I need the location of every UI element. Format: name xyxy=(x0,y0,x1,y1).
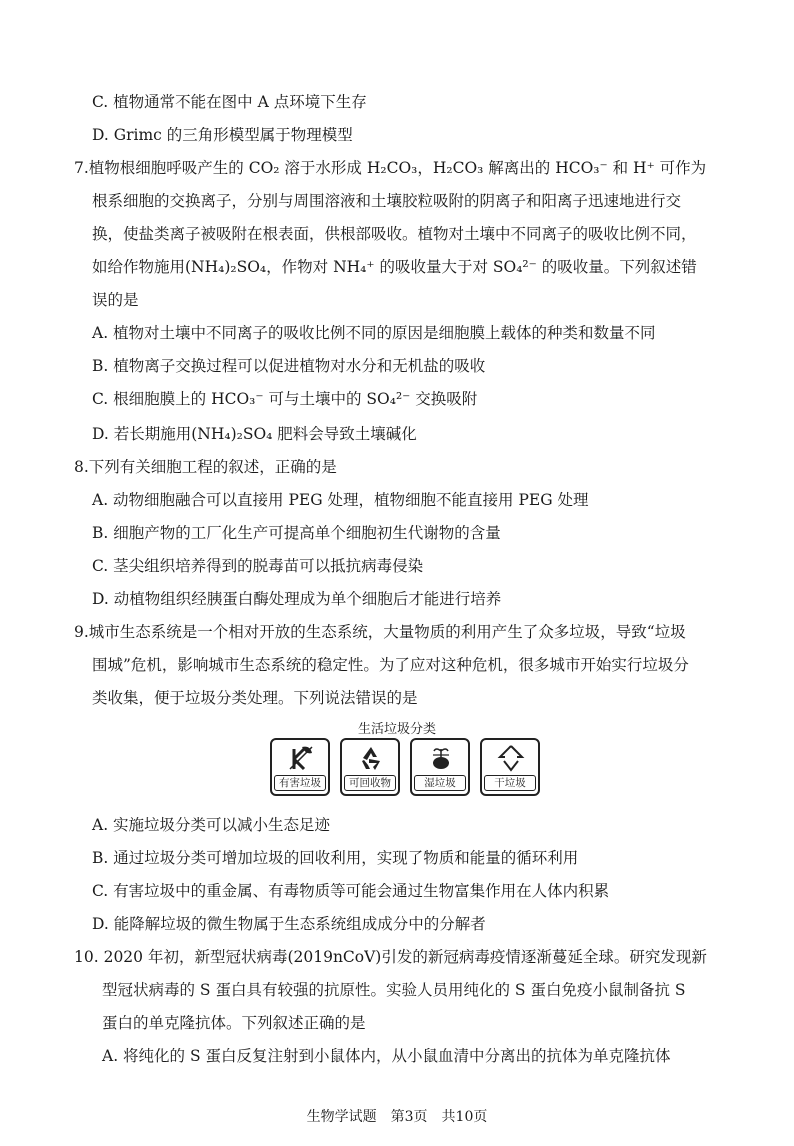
recycle-icon xyxy=(356,743,386,773)
question-9-stem-cont: 围城”危机，影响城市生态系统的稳定性。为了应对这种危机，很多城市开始实行垃圾分 xyxy=(92,656,689,674)
option-10a: A. 将纯化的 S 蛋白反复注射到小鼠体内，从小鼠血清中分离出的抗体为单克隆抗体 xyxy=(102,1047,671,1065)
option-9c: C. 有害垃圾中的重金属、有毒物质等可能会通过生物富集作用在人体内积累 xyxy=(92,882,610,900)
recyclable-bin xyxy=(340,738,400,796)
question-8-stem: 8.下列有关细胞工程的叙述，正确的是 xyxy=(74,458,337,476)
question-7-stem-cont: 根系细胞的交换离子，分别与周围溶液和土壤胶粒吸附的阴离子和阳离子迅速地进行交 xyxy=(92,192,682,210)
wet-waste-bin xyxy=(410,738,470,796)
option-7c: C. 根细胞膜上的 HCO₃⁻ 可与土壤中的 SO₄²⁻ 交换吸附 xyxy=(92,390,478,408)
option-8a: A. 动物细胞融合可以直接用 PEG 处理，植物细胞不能直接用 PEG 处理 xyxy=(92,491,589,509)
option-9d: D. 能降解垃圾的微生物属于生态系统组成成分中的分解者 xyxy=(92,915,486,933)
garbage-classification-figure xyxy=(270,738,542,798)
question-9-stem-cont: 类收集，便于垃圾分类处理。下列说法错误的是 xyxy=(92,689,418,707)
question-10-stem-cont: 型冠状病毒的 S 蛋白具有较强的抗原性。实验人员用纯化的 S 蛋白免疫小鼠制备抗 S xyxy=(102,981,686,999)
bin-label: 干垃圾 xyxy=(484,775,536,791)
option-9a: A. 实施垃圾分类可以减小生态足迹 xyxy=(92,816,331,834)
option-8b: B. 细胞产物的工厂化生产可提高单个细胞初生代谢物的含量 xyxy=(92,524,501,542)
option-7d: D. 若长期施用(NH₄)₂SO₄ 肥料会导致土壤碱化 xyxy=(92,425,417,443)
figure-caption: 生活垃圾分类 xyxy=(357,722,436,737)
question-7-stem: 7.植物根细胞呼吸产生的 CO₂ 溶于水形成 H₂CO₃，H₂CO₃ 解离出的 HCO₃⁻ 和 H⁺ 可作为 xyxy=(74,159,707,177)
question-9-stem: 9.城市生态系统是一个相对开放的生态系统，大量物质的利用产生了众多垃圾，导致“垃圾 xyxy=(74,623,686,641)
page-footer: 生物学试题 第3页 共10页 xyxy=(306,1109,488,1125)
wet-waste-icon xyxy=(426,743,456,773)
dry-waste-bin xyxy=(480,738,540,796)
question-10-stem: 10. 2020 年初，新型冠状病毒(2019nCoV)引发的新冠病毒疫情逐渐蔓延全球。研究发现新 xyxy=(74,948,707,966)
option-8c: C. 茎尖组织培养得到的脱毒苗可以抵抗病毒侵染 xyxy=(92,557,424,575)
option-7b: B. 植物离子交换过程可以促进植物对水分和无机盐的吸收 xyxy=(92,357,486,375)
option-8d: D. 动植物组织经胰蛋白酶处理成为单个细胞后才能进行培养 xyxy=(92,590,502,608)
dry-waste-icon xyxy=(496,743,526,773)
question-7-stem-cont: 误的是 xyxy=(92,291,139,309)
hazardous-waste-bin xyxy=(270,738,330,796)
option-6d: D. Grimc 的三角形模型属于物理模型 xyxy=(92,126,353,144)
option-6c: C. 植物通常不能在图中 A 点环境下生存 xyxy=(92,93,367,111)
option-7a: A. 植物对土壤中不同离子的吸收比例不同的原因是细胞膜上载体的种类和数量不同 xyxy=(92,324,656,342)
option-9b: B. 通过垃圾分类可增加垃圾的回收利用，实现了物质和能量的循环利用 xyxy=(92,849,579,867)
question-7-stem-cont: 换，使盐类离子被吸附在根表面，供根部吸收。植物对土壤中不同离子的吸收比例不同， xyxy=(92,225,697,243)
bin-label: 可回收物 xyxy=(344,775,396,791)
question-10-stem-cont: 蛋白的单克隆抗体。下列叙述正确的是 xyxy=(102,1014,366,1032)
hazardous-waste-icon xyxy=(286,743,316,773)
bin-label: 湿垃圾 xyxy=(414,775,466,791)
question-7-stem-cont: 如给作物施用(NH₄)₂SO₄，作物对 NH₄⁺ 的吸收量大于对 SO₄²⁻ 的吸收量。下列叙述错 xyxy=(92,258,697,276)
bin-label: 有害垃圾 xyxy=(274,775,326,791)
